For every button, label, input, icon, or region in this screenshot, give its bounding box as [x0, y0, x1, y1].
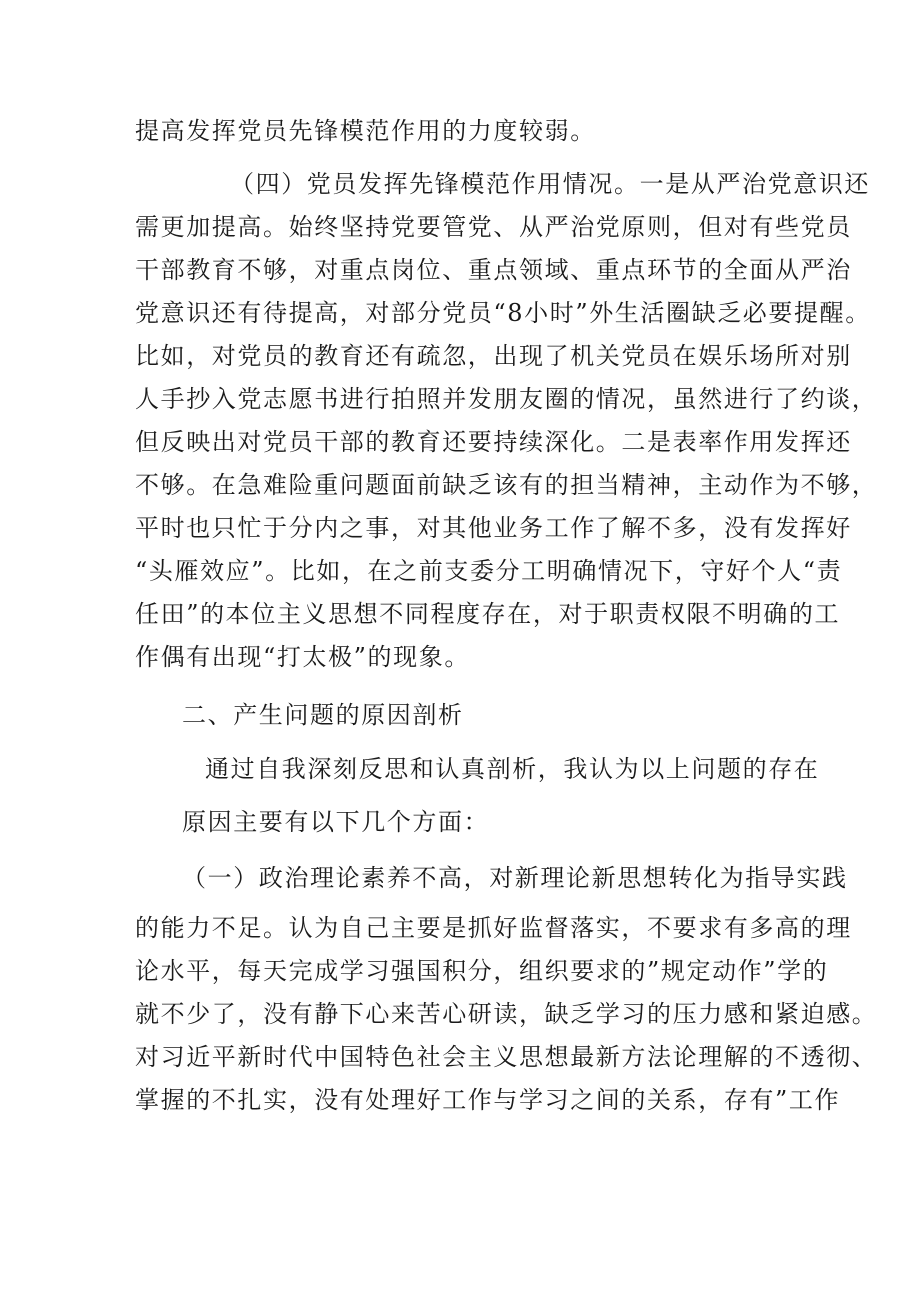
text-line: 掌握的不扎实，没有处理好工作与学习之间的关系，存有”工作 — [135, 1086, 841, 1114]
text-line: 人手抄入党志愿书进行拍照并发朋友圈的情况，虽然进行了约谈， — [135, 385, 878, 413]
text-line: 的能力不足。认为自己主要是抓好监督落实，不要求有多高的理 — [135, 914, 852, 942]
text-line: 平时也只忙于分内之事，对其他业务工作了解不多，没有发挥好 — [135, 514, 852, 542]
text-line: 通过自我深刻反思和认真剖析，我认为以上问题的存在 — [205, 755, 820, 783]
text-line: 比如，对党员的教育还有疏忽，出现了机关党员在娱乐场所对别 — [135, 342, 852, 370]
text-line: 作偶有出现“打太极”的现象。 — [135, 643, 470, 671]
text-line: 任田”的本位主义思想不同程度存在，对于职责权限不明确的工 — [135, 600, 841, 628]
text-line: 就不少了，没有静下心来苦心研读，缺乏学习的压力感和紧迫感。 — [135, 1000, 878, 1028]
text-line: （一）政治理论素养不高，对新理论新思想转化为指导实践 — [182, 864, 848, 892]
text-line: （四）党员发挥先锋模范作用情况。一是从严治党意识还 — [230, 170, 870, 198]
text-line: 不够。在急难险重问题面前缺乏该有的担当精神，主动作为不够， — [135, 471, 878, 499]
text-line: 论水平，每天完成学习强国积分，组织要求的”规定动作”学的 — [135, 957, 829, 985]
text-line: “头雁效应”。比如，在之前支委分工明确情况下，守好个人“责 — [135, 557, 843, 585]
text-line: 但反映出对党员干部的教育还要持续深化。二是表率作用发挥还 — [135, 428, 852, 456]
section-heading: 二、产生问题的原因剖析 — [182, 701, 464, 729]
text-line: 原因主要有以下几个方面： — [182, 808, 490, 836]
text-line: 干部教育不够，对重点岗位、重点领域、重点环节的全面从严治 — [135, 256, 852, 284]
text-line: 提高发挥党员先锋模范作用的力度较弱。 — [135, 117, 596, 145]
text-line: 需更加提高。始终坚持党要管党、从严治党原则，但对有些党员 — [135, 213, 852, 241]
text-line: 对习近平新时代中国特色社会主义思想最新方法论理解的不透彻、 — [135, 1043, 878, 1071]
text-line: 党意识还有待提高，对部分党员“8小时”外生活圈缺乏必要提醒。 — [135, 299, 871, 327]
